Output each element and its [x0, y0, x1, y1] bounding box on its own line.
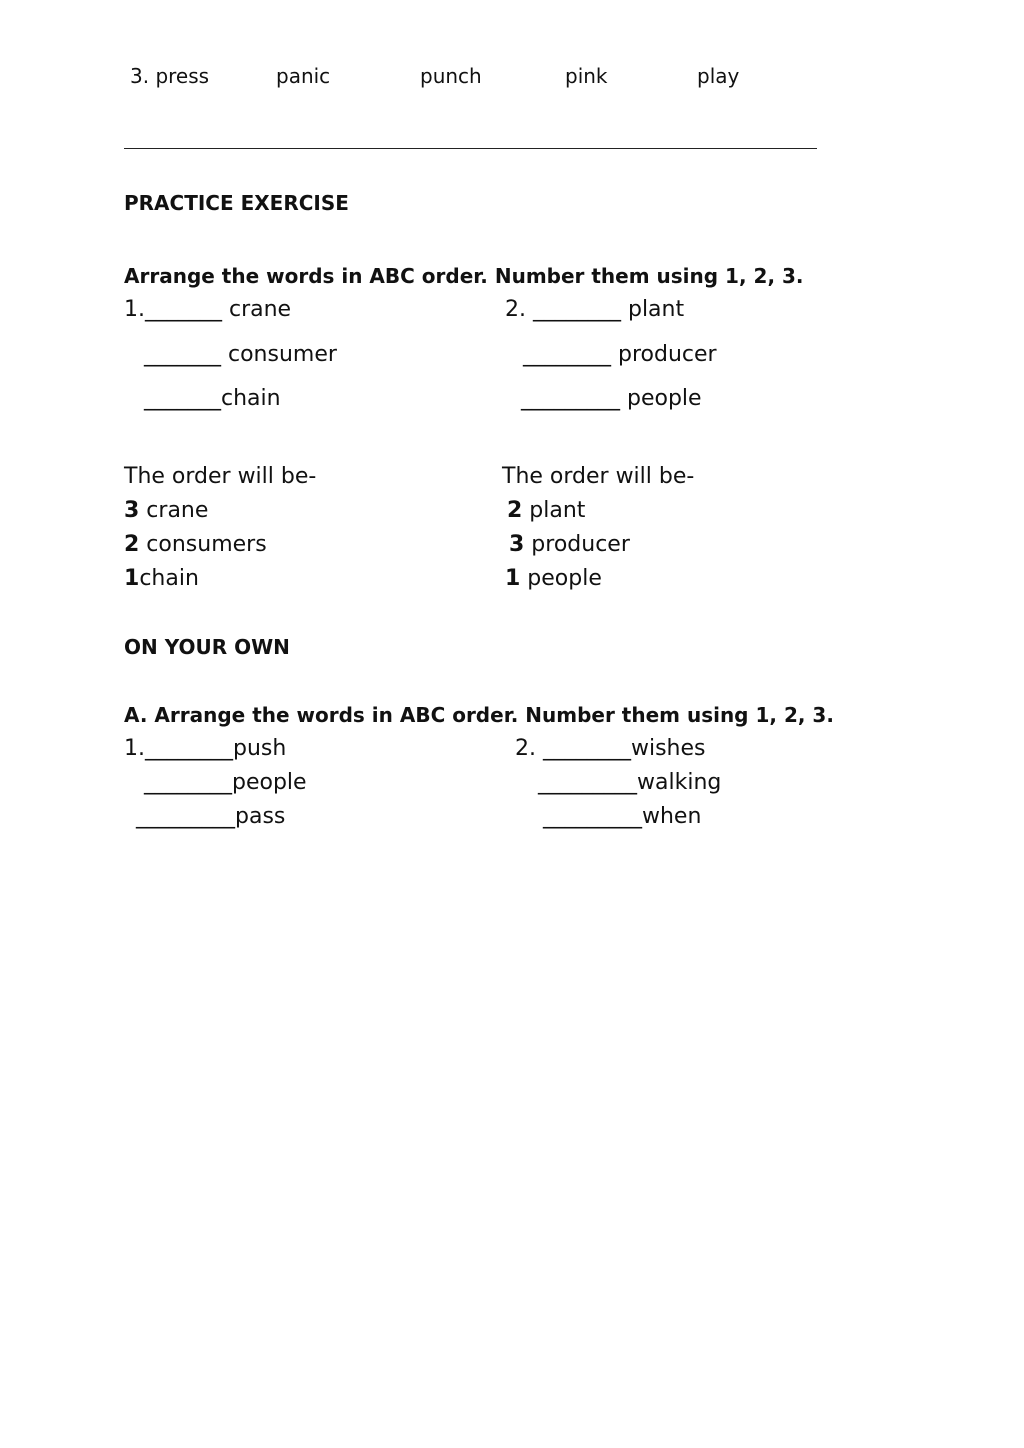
- answer-number: 3: [124, 498, 140, 523]
- answer-number: 2: [124, 532, 140, 557]
- answer-right-1: [507, 500, 585, 522]
- own-left-line-3: _________pass: [136, 804, 286, 829]
- practice-right-line-2: ________ producer: [523, 342, 717, 367]
- own-left-line-1: 1.________push: [124, 736, 287, 761]
- own-heading: ON YOUR OWN: [124, 635, 290, 659]
- word-press: 3. press: [130, 64, 210, 88]
- practice-left-line-2: _______ consumer: [144, 342, 337, 367]
- answer-word: producer: [524, 532, 630, 557]
- word-play: play: [697, 64, 740, 88]
- own-left-line-2: ________people: [144, 770, 307, 795]
- own-instruction: A. Arrange the words in ABC order. Number them using 1, 2, 3.: [124, 703, 834, 727]
- answer-number: 2: [507, 498, 523, 523]
- practice-right-line-1: 2. ________ plant: [505, 297, 685, 322]
- practice-left-line-1: 1._______ crane: [124, 297, 292, 322]
- answer-word: people: [520, 566, 602, 591]
- answer-word: plant: [522, 498, 586, 523]
- own-right-line-1: 2. ________wishes: [515, 736, 706, 761]
- divider-line: [124, 148, 817, 149]
- practice-instruction: Arrange the words in ABC order. Number them using 1, 2, 3.: [124, 264, 804, 288]
- answer-number: 1: [505, 566, 521, 591]
- answer-word: consumers: [139, 532, 267, 557]
- word-pink: pink: [565, 64, 608, 88]
- answer-number: 1: [124, 566, 140, 591]
- answer-right-2: [509, 534, 630, 556]
- order-title-left: The order will be-: [124, 464, 317, 489]
- answer-left-3: [124, 568, 199, 590]
- own-right-line-3: _________when: [543, 804, 702, 829]
- answer-right-3: [505, 568, 602, 590]
- own-right-line-2: _________walking: [538, 770, 722, 795]
- order-title-right: The order will be-: [502, 464, 695, 489]
- answer-left-2: [124, 534, 267, 556]
- practice-right-line-3: _________ people: [521, 386, 702, 411]
- answer-word: chain: [139, 566, 199, 591]
- word-punch: punch: [420, 64, 482, 88]
- answer-word: crane: [139, 498, 209, 523]
- answer-left-1: [124, 500, 208, 522]
- answer-number: 3: [509, 532, 525, 557]
- practice-heading: PRACTICE EXERCISE: [124, 191, 349, 215]
- practice-left-line-3: _______chain: [144, 386, 281, 411]
- word-panic: panic: [276, 64, 331, 88]
